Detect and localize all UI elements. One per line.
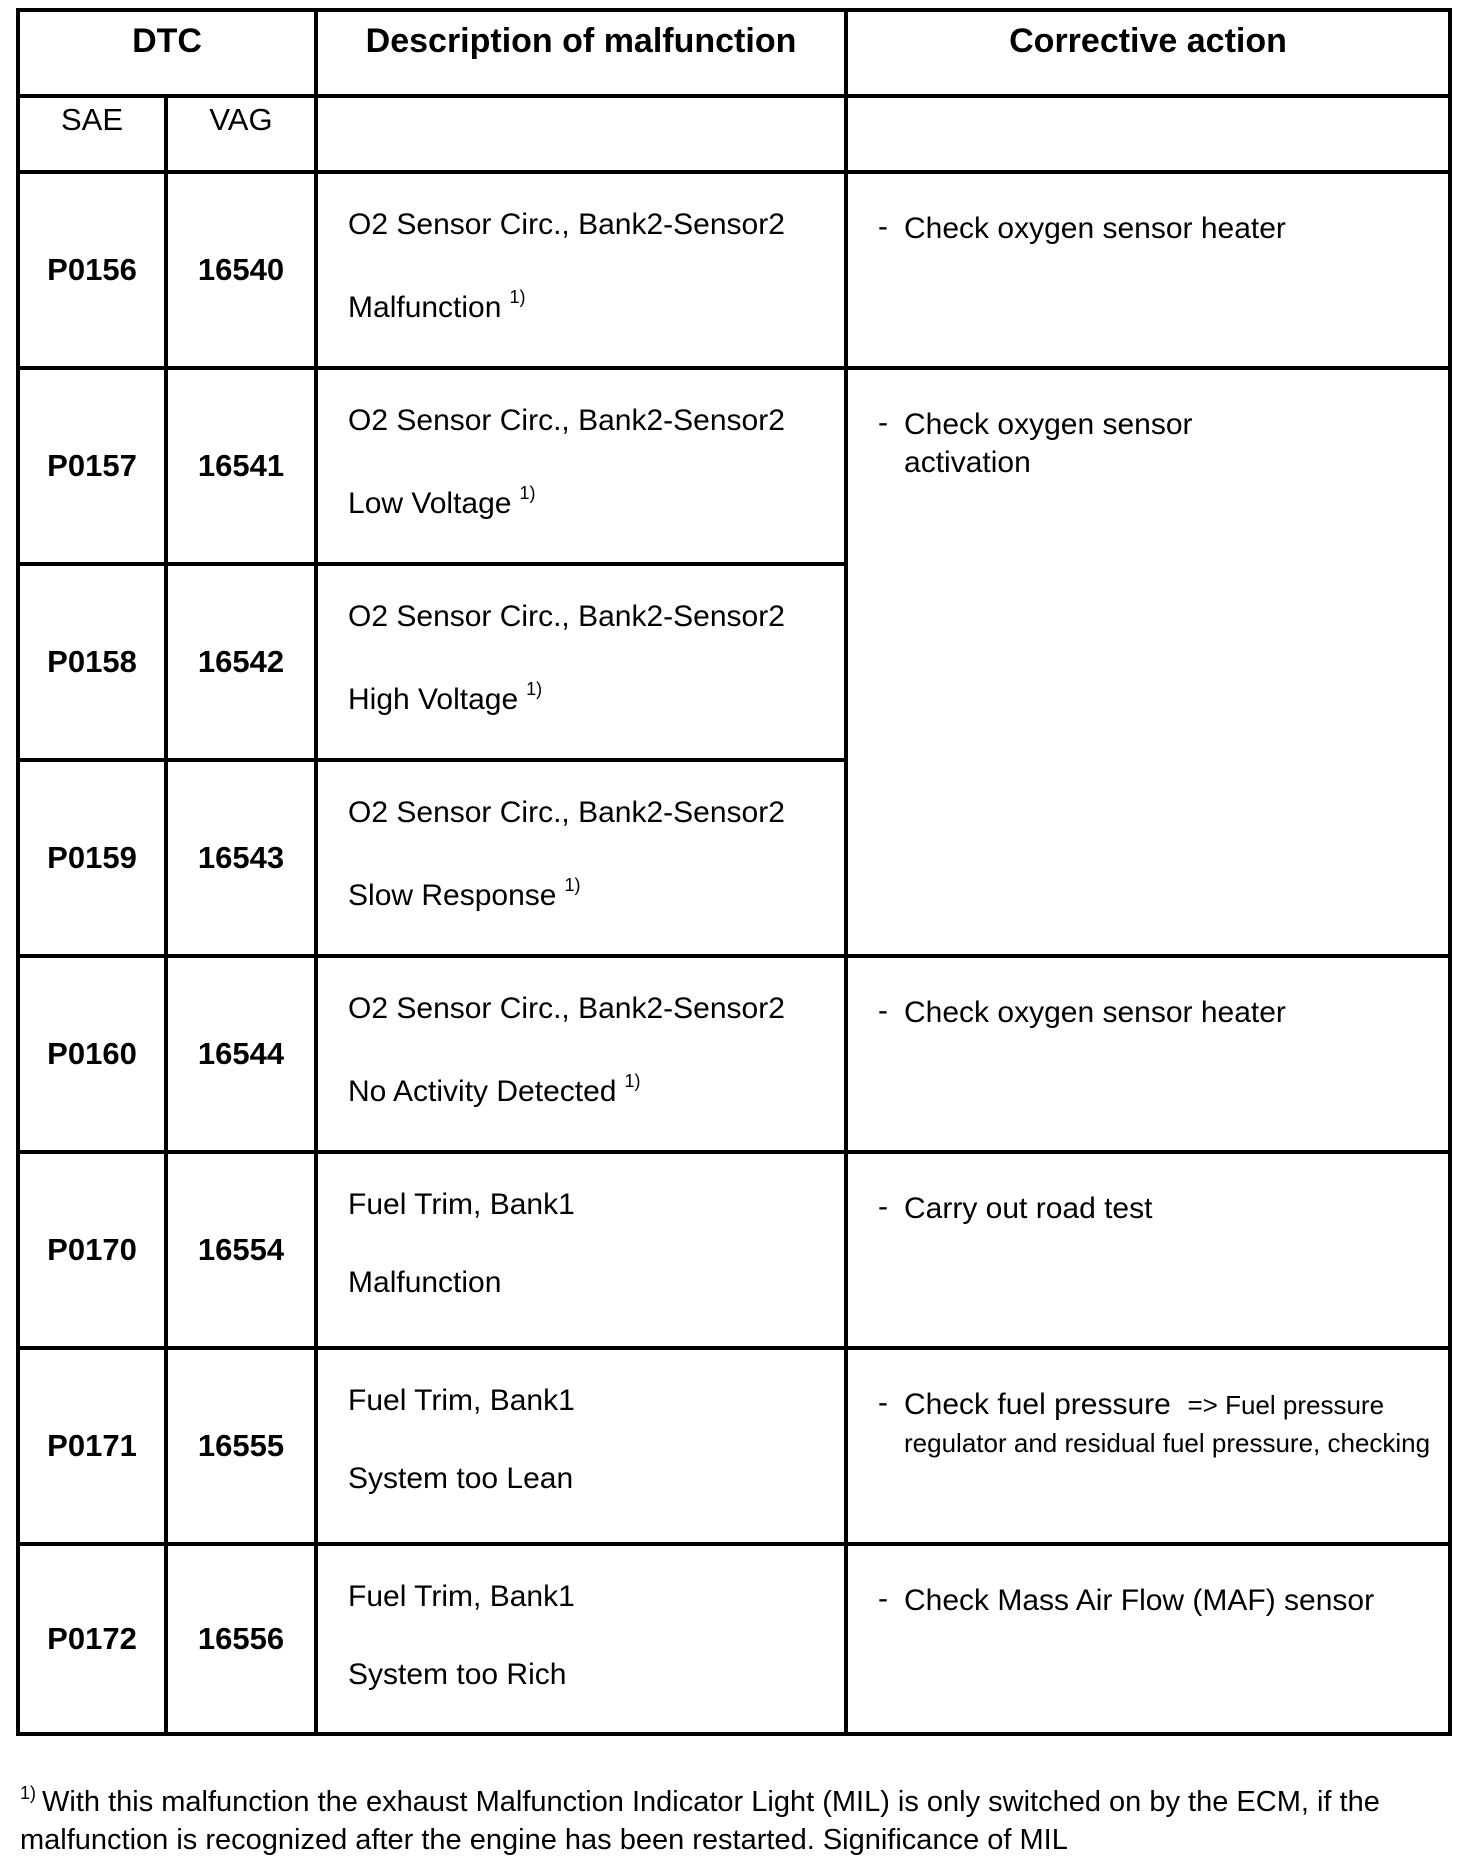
description-text: High Voltage (348, 683, 519, 716)
sae-code: P0170 (18, 1152, 166, 1348)
action-dash: - (878, 406, 889, 439)
vag-code: 16543 (166, 760, 316, 956)
action-item (878, 1582, 1448, 1620)
description-line-2 (348, 876, 844, 911)
action-text (904, 406, 1193, 482)
footnote-mark: 1) (519, 483, 536, 503)
action-dash: - (878, 1582, 889, 1615)
table-row (18, 1544, 1450, 1734)
action-item (878, 994, 1448, 1032)
action-text: Check oxygen sensor heater (904, 212, 1286, 245)
corrective-action (846, 956, 1450, 1152)
vag-code: 16555 (166, 1348, 316, 1544)
header-corrective-action: Corrective action (846, 10, 1450, 96)
malfunction-description (316, 1348, 846, 1544)
action-main: Check fuel pressure (904, 1388, 1171, 1421)
subheader-empty-desc (316, 96, 846, 172)
subheader-empty-action (846, 96, 1450, 172)
sae-code: P0157 (18, 368, 166, 564)
action-item (878, 210, 1448, 248)
action-text: Check Mass Air Flow (MAF) sensor (904, 1584, 1375, 1617)
table-row (18, 1348, 1450, 1544)
action-dash: - (878, 994, 889, 1027)
subheader-sae: SAE (18, 96, 166, 172)
description-line-2: System too Rich (348, 1658, 567, 1691)
action-text: Check oxygen sensor heater (904, 996, 1286, 1029)
action-text (904, 1386, 1448, 1462)
malfunction-description (316, 172, 846, 368)
malfunction-description (316, 564, 846, 760)
description-text: Slow Response (348, 879, 557, 912)
header-dtc: DTC (18, 10, 316, 96)
vag-code: 16542 (166, 564, 316, 760)
footnote-mark: 1) (526, 679, 543, 699)
subheader-row (18, 96, 1450, 172)
malfunction-description (316, 368, 846, 564)
action-dash: - (878, 1190, 889, 1223)
malfunction-description (316, 1152, 846, 1348)
description-text: Low Voltage (348, 487, 512, 520)
footnote-mark: 1) (509, 287, 526, 307)
corrective-action (846, 1544, 1450, 1734)
sae-code: P0159 (18, 760, 166, 956)
action-item (878, 406, 1448, 482)
footnote-mark: 1) (564, 875, 581, 895)
action-line-2: activation (904, 446, 1031, 479)
header-description: Description of malfunction (316, 10, 846, 96)
description-line-1: Fuel Trim, Bank1 (348, 1580, 575, 1613)
vag-code: 16544 (166, 956, 316, 1152)
action-item (878, 1386, 1448, 1462)
footnote (20, 1774, 1450, 1859)
description-line-1: Fuel Trim, Bank1 (348, 1188, 575, 1221)
corrective-action (846, 1348, 1450, 1544)
vag-code: 16556 (166, 1544, 316, 1734)
sae-code: P0172 (18, 1544, 166, 1734)
sae-code: P0171 (18, 1348, 166, 1544)
header-row (18, 10, 1450, 96)
description-line-2 (348, 288, 844, 323)
malfunction-description (316, 1544, 846, 1734)
description-line-1: O2 Sensor Circ., Bank2-Sensor2 (348, 404, 785, 437)
description-line-1: O2 Sensor Circ., Bank2-Sensor2 (348, 208, 785, 241)
dtc-table (16, 8, 1452, 1736)
description-line-1: O2 Sensor Circ., Bank2-Sensor2 (348, 992, 785, 1025)
subheader-vag: VAG (166, 96, 316, 172)
corrective-action (846, 1152, 1450, 1348)
sae-code: P0160 (18, 956, 166, 1152)
description-line-1: O2 Sensor Circ., Bank2-Sensor2 (348, 600, 785, 633)
footnote-text: With this malfunction the exhaust Malfunction Indicator Light (MIL) is only switched on by the ECM, if the malfunction is recognized after the engine has been restarted. Significance of MIL (20, 1786, 1380, 1856)
malfunction-description (316, 956, 846, 1152)
sae-code: P0156 (18, 172, 166, 368)
malfunction-description (316, 760, 846, 956)
corrective-action (846, 368, 1450, 956)
cross-reference-link[interactable]: => Fuel pressure regulator and residual fuel pressure, checking (904, 1390, 1431, 1458)
description-text: Malfunction (348, 291, 502, 324)
action-dash: - (878, 1386, 889, 1419)
table-row (18, 1152, 1450, 1348)
corrective-action (846, 172, 1450, 368)
description-line-1: Fuel Trim, Bank1 (348, 1384, 575, 1417)
vag-code: 16554 (166, 1152, 316, 1348)
description-line-2: System too Lean (348, 1462, 574, 1495)
table-row (18, 956, 1450, 1152)
action-text: Carry out road test (904, 1192, 1153, 1225)
description-line-2 (348, 1072, 844, 1107)
action-item (878, 1190, 1448, 1228)
table-row (18, 172, 1450, 368)
action-dash: - (878, 210, 889, 243)
sae-code: P0158 (18, 564, 166, 760)
vag-code: 16540 (166, 172, 316, 368)
description-line-2 (348, 680, 844, 715)
description-line-2 (348, 484, 844, 519)
vag-code: 16541 (166, 368, 316, 564)
table-row (18, 368, 1450, 564)
action-line-1: Check oxygen sensor (904, 408, 1193, 441)
description-line-1: O2 Sensor Circ., Bank2-Sensor2 (348, 796, 785, 829)
footnote-mark: 1) (20, 1783, 37, 1803)
description-line-2: Malfunction (348, 1266, 502, 1299)
footnote-mark: 1) (624, 1071, 641, 1091)
description-text: No Activity Detected (348, 1075, 617, 1108)
